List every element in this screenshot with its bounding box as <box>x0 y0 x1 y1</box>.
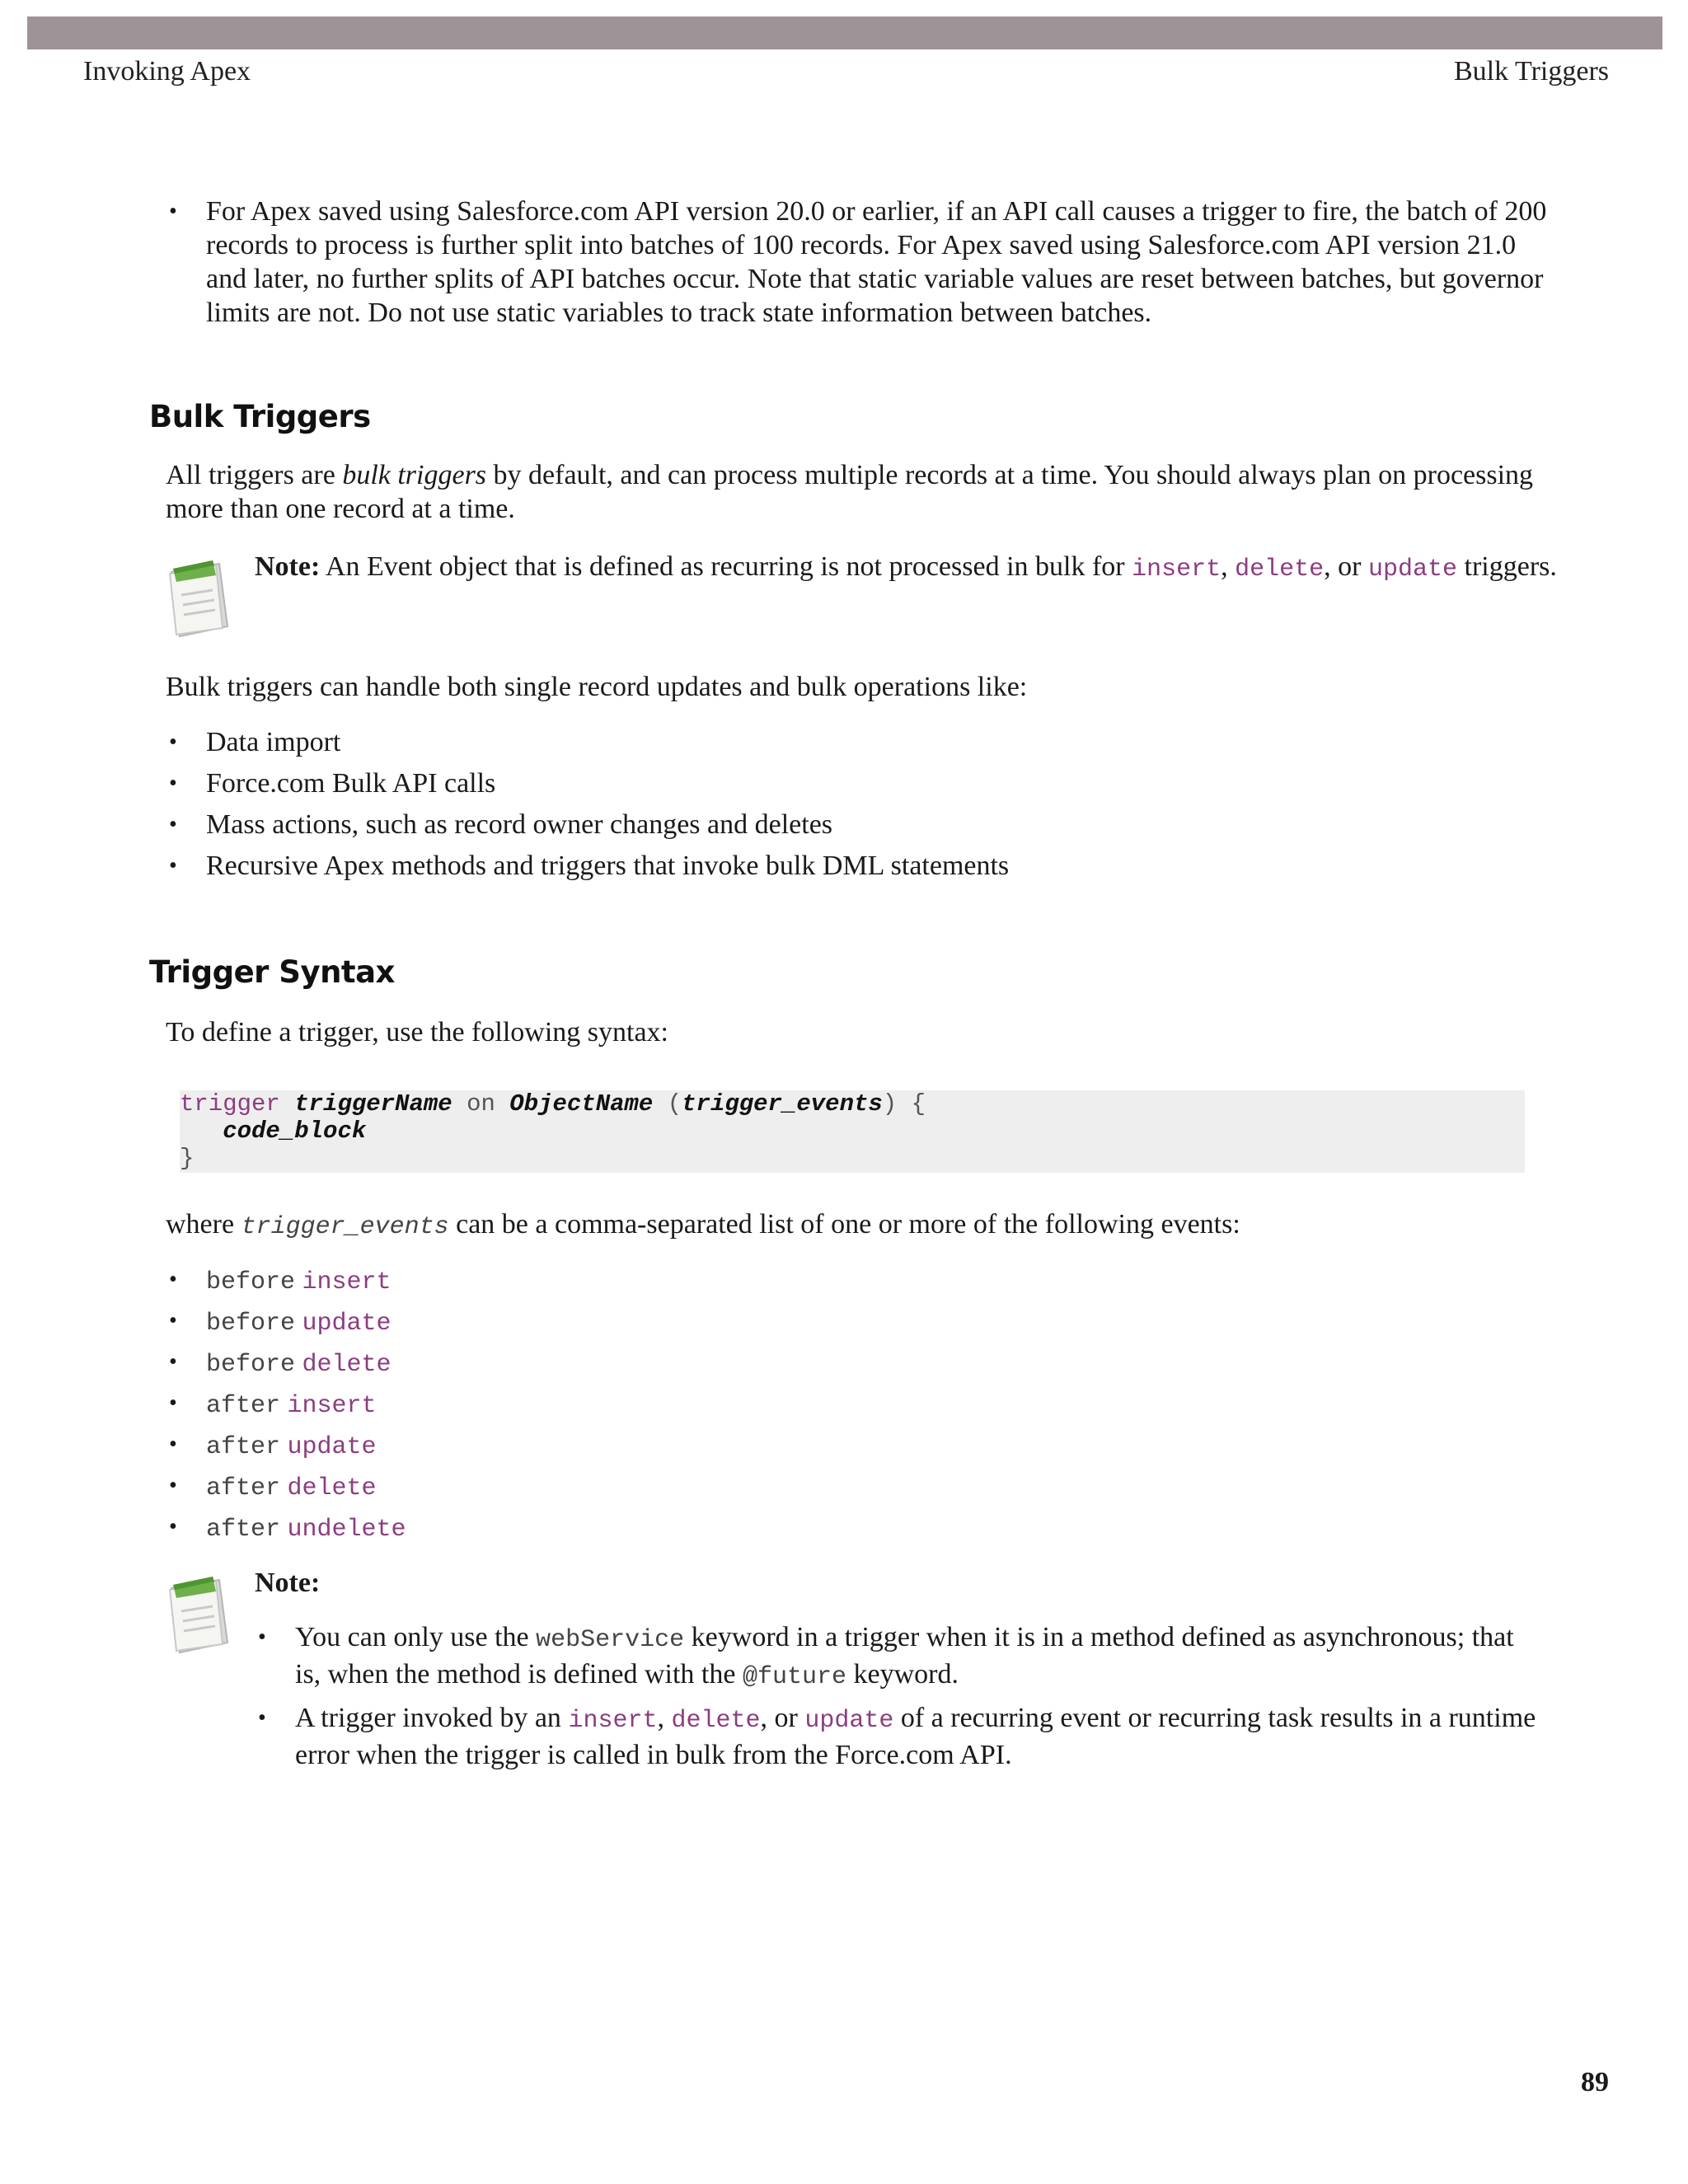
list-item: • before delete <box>169 1349 392 1379</box>
list-item: • after update <box>169 1432 377 1461</box>
list-item: • after insert <box>169 1390 377 1420</box>
trigger-events-list <box>166 1263 1550 1552</box>
bulk-note: Note: An Event object that is defined as recurring is not processed in bulk for insert, delete, or update triggers. <box>255 551 1557 583</box>
list-item: • A trigger invoked by an insert, delete, or update of a recurring event or recurring task results in a runtime error when the trigger is called in bulk from the Force.com API. <box>258 1703 1536 1770</box>
bulk-operations-list <box>166 725 1550 890</box>
syntax-paragraph: To define a trigger, use the following syntax: <box>166 1017 668 1047</box>
bulk-paragraph: All triggers are bulk triggers by default, and can process multiple records at a time. You should always plan on processing more than one record at a time. <box>166 460 1534 524</box>
header-bar <box>27 16 1662 49</box>
list-item: • You can only use the webService keyword in a trigger when it is in a method defined as asynchronous; that is, when the method is defined with the @future keyword. <box>258 1622 1514 1691</box>
list-item: • Mass actions, such as record owner changes and deletes <box>169 809 833 840</box>
where-paragraph: where trigger_events can be a comma-separated list of one or more of the following events: <box>166 1209 1240 1241</box>
intro-list <box>166 194 1550 330</box>
intro-bullet-text: For Apex saved using Salesforce.com API version 20.0 or earlier, if an API call causes a trigger to fire, the batch of 200 records to process is further split into batches of 100 records. For Apex saved using Salesforce.com API version 21.0 and later, no further splits of API batches occur. Note that static variable values are reset between batches, but governor limits are not. Do not use static variables to track state information between batches. <box>206 196 1547 328</box>
section-title-trigger-syntax: Trigger Syntax <box>149 954 395 990</box>
list-item: • after undelete <box>169 1514 406 1544</box>
running-header-chapter: Invoking Apex <box>83 56 251 87</box>
note-icon <box>165 1570 231 1661</box>
code-block: trigger triggerName on ObjectName (trigger_events) { code_block } <box>180 1090 1525 1173</box>
running-header-section: Bulk Triggers <box>1454 56 1609 87</box>
syntax-note-list <box>255 1620 1540 1772</box>
list-item: • Recursive Apex methods and triggers that invoke bulk DML statements <box>169 851 1010 881</box>
list-item: • before insert <box>169 1267 392 1296</box>
list-item: • after delete <box>169 1473 377 1502</box>
page-number: 89 <box>1581 2067 1609 2097</box>
list-item: • before update <box>169 1308 392 1338</box>
bulk-operations-intro: Bulk triggers can handle both single record updates and bulk operations like: <box>166 672 1028 702</box>
list-item: • Force.com Bulk API calls <box>169 768 496 799</box>
note-icon <box>165 554 231 644</box>
list-item: • For Apex saved using Salesforce.com API version 20.0 or earlier, if an API call causes a trigger to fire, the batch of 200 records to process is further split into batches of 100 records. For Apex saved using Salesforce.com API version 21.0 and later, no further splits of API batches occur. Note that static variable values are reset between batches, but governor limits are not. Do not use static variables to track state information between batches. <box>169 196 1547 328</box>
list-item: • Data import <box>169 727 341 757</box>
syntax-note-label: Note: <box>255 1568 321 1598</box>
section-title-bulk-triggers: Bulk Triggers <box>149 399 371 434</box>
